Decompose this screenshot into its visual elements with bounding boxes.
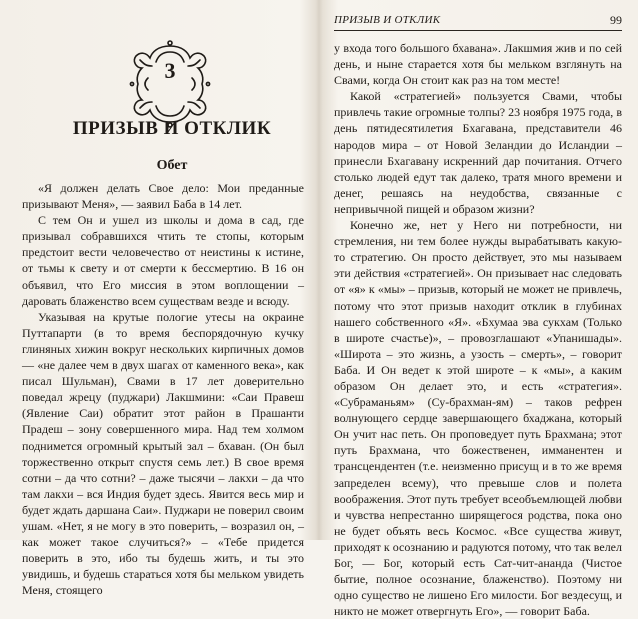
left-body-text [22, 180, 304, 598]
chapter-title: ПРИЗЫВ И ОТКЛИК [72, 118, 272, 139]
running-head [334, 12, 622, 31]
paragraph: С тем Он и ушел из школы и дома в сад, где призывал собравшихся чтить те стопы, которым предстоит вести человечество от неистины к истине, от тьмы к свету и от смерти к бессмертию. В 16 он объявил, что Его миссия в этом воплощении – даровать блаженство всем существам везде и всюду. [22, 213, 304, 308]
running-head-title: ПРИЗЫВ И ОТКЛИК [334, 14, 441, 26]
ornament-frame-icon [118, 38, 222, 130]
paragraph: у входа того большого бхавана». Лакшмия жив и по сей день, и ныне старается хотя бы мельком взглянуть на Свами, когда Он стоит как раз на том месте! [334, 41, 622, 88]
page-number: 99 [610, 13, 622, 27]
section-title: Обет [156, 158, 188, 173]
chapter-ornament [118, 38, 222, 130]
paragraph: «Я должен делать Свое дело: Мои преданные призывают Меня», — заявил Баба в 14 лет. [22, 181, 304, 212]
paragraph: Какой «стратегией» пользуется Свами, чтобы привлечь такие огромные толпы? 23 ноября 1975 года, в день пятидесятилетия Бхагавана, представители 46 народов мира – от Новой Зеландии до Исландии – принесли Бхагавану искренний дар почитания. Отчего столько людей едут так далеко, тратя много времени и денег, решаясь на неудобства, связанные с непривычной пищей и образом жизни? [334, 89, 622, 216]
paragraph: Указывая на крутые пологие утесы на окраине Путтапарти (в то время беспорядочную кучку глиняных хижин вокруг нескольких кирпичных домов — «не далее чем в двух шагах от каменного века», как писал Шульман), Свами в 17 лет доверительно поведал жрецу (пуджари) Лакшмини: «Саи Правеш (Явление Саи) обратит этот район в Прашанти Прадеш – зону совершенного мира. Над тем холмом поднимется огромный крытый зал – бхаван. (Он был торжественно открыт спустя семь лет.) В свое время сотни – да что сотни? – даже тысячи – лакхи – да что там лакхи – вся Индия будет здесь. Явится весь мир и будет ждать даршана Саи». Пуджари не поверил своим ушам. «Нет, я не могу в это поверить, – возразил он, – как может такое случиться?» – «Тебе придется поверить в это, ибо ты будешь жить, и ты это увидишь, и будешь стараться хотя бы мельком увидеть Меня, стоящего [22, 309, 304, 598]
right-body-text [334, 40, 622, 619]
paragraph: Конечно же, нет у Него ни потребности, ни стремления, ни тем более нужды вырабатывать какую-то стратегию. Он просто действует, это мы называем эти действия «стратегией». Он призывает нас следовать от «я» к «мы» – призыв, который не может не привлечь, потому что этот призыв находит отклик в глубинах нашего собственного «Я». «Бхумаа эва сукхам (Только в широте счастье)», – провозглашают «Упанишады». «Широта – это жизнь, а узость – смерть», – говорит Баба. И Он ведет к этой широте – к «мы», а каким образом Он делает это, и есть «стратегия». «Субраманьям» (Су-брахман-ям) – таков рефрен волнующего сердце завершающего бхаджана, который Он учит нас петь. Он проповедует путь Брахмана; этот путь Брахмана, что божественен, имманентен и трансцендентен (т.е. неизменно присущ и в то же время запределен всему), что превыше слов и полета воображения. Этот путь требует всеобъемлющей любви и чувства непрестанно ширящегося родства, пока оно не будет объять весь Космос. «Все существа живут, приходят к осознанию и радуются потому, что так велел Бог, — Бог, который есть Сат-чит-ананда (Чистое бытие, полное осознание, блаженство). Поэтому ни одно существо не лишено Его милости. Бог вездесущ, и никто не может отвергнуть Его», — говорит Баба. [334, 218, 622, 619]
right-page [320, 0, 638, 619]
chapter-number: 3 [164, 58, 176, 83]
left-page [0, 0, 319, 598]
